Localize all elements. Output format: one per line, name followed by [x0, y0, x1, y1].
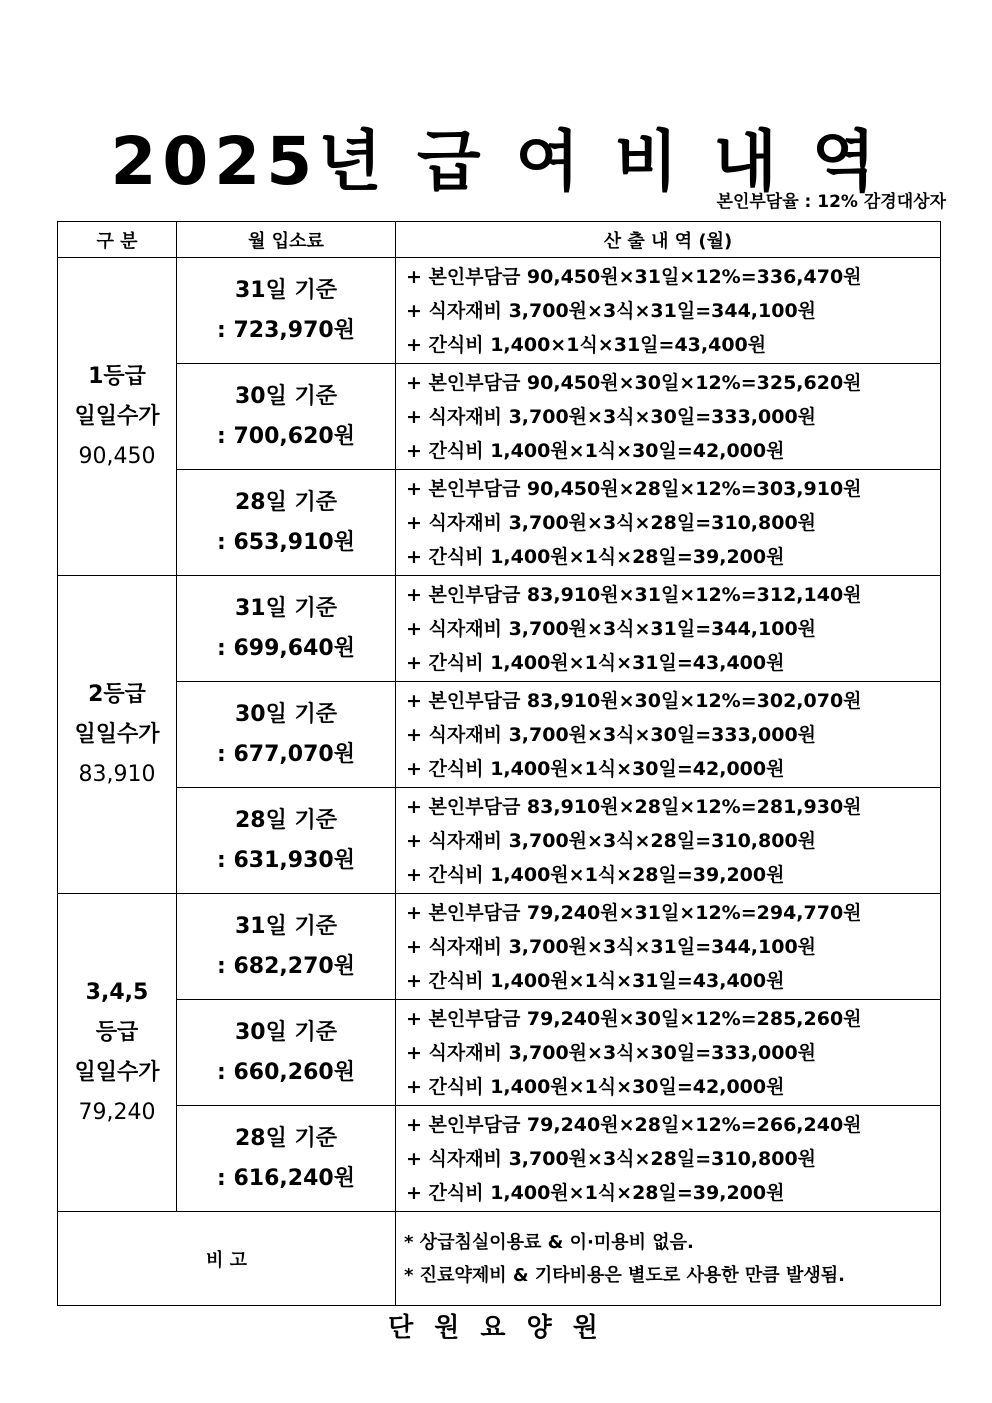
calculation-line: + 본인부담금 90,450원×30일×12%=325,620원 — [406, 371, 862, 394]
calculation-line: + 간식비 1,400원×1식×30일=42,000원 — [406, 439, 785, 462]
grade-line: 2등급 — [88, 681, 146, 707]
grade-cell — [58, 258, 177, 576]
header-monthly-fee: 월 입소료 — [177, 222, 396, 258]
days-basis: 30일 기준 — [234, 383, 338, 409]
monthly-total: : 682,270원 — [217, 953, 355, 979]
grade-line: 일일수가 — [74, 1059, 160, 1085]
monthly-total: : 700,620원 — [217, 423, 355, 449]
page-title: 2025년 급 여 비 내 역 — [110, 123, 882, 200]
grade-cell — [58, 576, 177, 894]
calculation-cell — [396, 258, 941, 364]
monthly-total: : 677,070원 — [217, 741, 355, 767]
table-row — [58, 1000, 941, 1106]
grade-line: 1등급 — [88, 363, 146, 389]
table-row — [58, 364, 941, 470]
calculation-line: + 본인부담금 90,450원×31일×12%=336,470원 — [406, 265, 862, 288]
days-basis: 31일 기준 — [234, 277, 338, 303]
calculation-line: + 식자재비 3,700원×3식×30일=333,000원 — [406, 405, 817, 428]
days-basis: 28일 기준 — [234, 807, 338, 833]
calculation-line: + 식자재비 3,700원×3식×30일=333,000원 — [406, 723, 817, 746]
header-calculation: 산 출 내 역 (월) — [396, 222, 941, 258]
monthly-fee-cell — [177, 364, 396, 470]
days-basis: 30일 기준 — [234, 1019, 338, 1045]
note-line: * 진료약제비 & 기타비용은 별도로 사용한 만큼 발생됨. — [404, 1264, 845, 1286]
note-label: 비 고 — [58, 1212, 396, 1306]
calculation-line: + 식자재비 3,700원×3식×28일=310,800원 — [406, 829, 817, 852]
calculation-cell — [396, 788, 941, 894]
calculation-line: + 식자재비 3,700원×3식×28일=310,800원 — [406, 511, 817, 534]
calculation-line: + 간식비 1,400원×1식×31일=43,400원 — [406, 651, 785, 674]
calculation-cell — [396, 894, 941, 1000]
calculation-line: + 본인부담금 79,240원×31일×12%=294,770원 — [406, 901, 862, 924]
calculation-line: + 식자재비 3,700원×3식×30일=333,000원 — [406, 1041, 817, 1064]
note-line: * 상급침실이용료 & 이·미용비 없음. — [404, 1231, 694, 1253]
monthly-fee-cell — [177, 788, 396, 894]
table-row — [58, 894, 941, 1000]
calculation-line: + 간식비 1,400원×1식×30일=42,000원 — [406, 1075, 785, 1098]
monthly-total: : 653,910원 — [217, 529, 355, 555]
table-row — [58, 788, 941, 894]
grade-line: 90,450 — [78, 443, 156, 469]
header-grade: 구 분 — [58, 222, 177, 258]
monthly-fee-cell — [177, 1000, 396, 1106]
monthly-fee-cell — [177, 1106, 396, 1212]
calculation-line: + 본인부담금 79,240원×28일×12%=266,240원 — [406, 1113, 862, 1136]
fee-table — [57, 221, 941, 1306]
calculation-line: + 간식비 1,400×1식×31일=43,400원 — [406, 333, 767, 356]
grade-line: 79,240 — [78, 1099, 156, 1125]
calculation-cell — [396, 1000, 941, 1106]
grade-cell — [58, 894, 177, 1212]
table-header-row — [58, 222, 941, 258]
copay-rate-note: 본인부담율 : 12% 감경대상자 — [716, 192, 946, 212]
grade-line: 83,910 — [78, 761, 156, 787]
monthly-fee-cell — [177, 894, 396, 1000]
grade-line: 일일수가 — [74, 721, 160, 747]
grade-line: 일일수가 — [74, 403, 160, 429]
calculation-line: + 간식비 1,400원×1식×31일=43,400원 — [406, 969, 785, 992]
table-row — [58, 682, 941, 788]
calculation-line: + 간식비 1,400원×1식×28일=39,200원 — [406, 1181, 785, 1204]
monthly-total: : 660,260원 — [217, 1059, 355, 1085]
calculation-line: + 식자재비 3,700원×3식×31일=344,100원 — [406, 617, 817, 640]
note-row — [58, 1212, 941, 1306]
table-row — [58, 1106, 941, 1212]
calculation-line: + 식자재비 3,700원×3식×31일=344,100원 — [406, 299, 817, 322]
grade-line: 등급 — [95, 1019, 139, 1045]
grade-line: 3,4,5 — [85, 979, 149, 1005]
days-basis: 30일 기준 — [234, 701, 338, 727]
calculation-line: + 본인부담금 79,240원×30일×12%=285,260원 — [406, 1007, 862, 1030]
calculation-cell — [396, 682, 941, 788]
calculation-line: + 본인부담금 83,910원×28일×12%=281,930원 — [406, 795, 862, 818]
calculation-line: + 간식비 1,400원×1식×30일=42,000원 — [406, 757, 785, 780]
monthly-total: : 699,640원 — [217, 635, 355, 661]
calculation-line: + 간식비 1,400원×1식×28일=39,200원 — [406, 863, 785, 886]
table-row — [58, 576, 941, 682]
calculation-cell — [396, 364, 941, 470]
monthly-fee-cell — [177, 682, 396, 788]
monthly-total: : 616,240원 — [217, 1165, 355, 1191]
calculation-cell — [396, 576, 941, 682]
facility-name: 단 원 요 양 원 — [388, 1313, 604, 1343]
monthly-total: : 631,930원 — [217, 847, 355, 873]
days-basis: 28일 기준 — [234, 1125, 338, 1151]
monthly-total: : 723,970원 — [217, 317, 355, 343]
table-body — [58, 258, 941, 1212]
days-basis: 31일 기준 — [234, 913, 338, 939]
calculation-line: + 간식비 1,400원×1식×28일=39,200원 — [406, 545, 785, 568]
note-content — [396, 1212, 941, 1306]
monthly-fee-cell — [177, 470, 396, 576]
calculation-cell — [396, 1106, 941, 1212]
monthly-fee-cell — [177, 576, 396, 682]
calculation-line: + 식자재비 3,700원×3식×28일=310,800원 — [406, 1147, 817, 1170]
monthly-fee-cell — [177, 258, 396, 364]
calculation-line: + 본인부담금 83,910원×31일×12%=312,140원 — [406, 583, 862, 606]
days-basis: 28일 기준 — [234, 489, 338, 515]
calculation-cell — [396, 470, 941, 576]
table-row — [58, 470, 941, 576]
days-basis: 31일 기준 — [234, 595, 338, 621]
table-row — [58, 258, 941, 364]
calculation-line: + 본인부담금 90,450원×28일×12%=303,910원 — [406, 477, 862, 500]
calculation-line: + 식자재비 3,700원×3식×31일=344,100원 — [406, 935, 817, 958]
calculation-line: + 본인부담금 83,910원×30일×12%=302,070원 — [406, 689, 862, 712]
